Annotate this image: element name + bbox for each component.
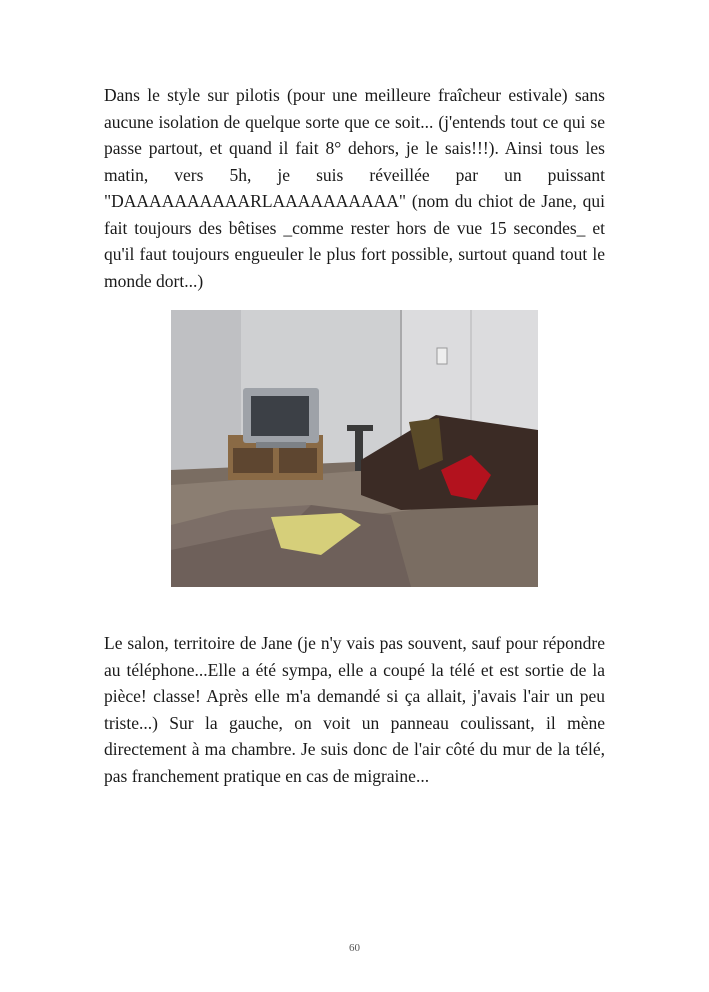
- paragraph-intro: Dans le style sur pilotis (pour une meilleure fraîcheur estivale) sans aucune isolation de quelque sorte que ce soit... (j'entends tout ce qui se passe partout, et quand il fait 8° dehors, je le sais!!!). Ainsi tous les matin, vers 5h, je suis réveillée par un puissant "DAAAAAAAAAARLAAAAAAAAAA" (nom du chiot de Jane, qui fait toujours des bêtises _comme rester hors de vue 15 secondes_ et qu'il faut toujours engueuler le plus fort possible, surtout quand tout le monde dort...): [104, 85, 605, 291]
- page-number: 60: [349, 942, 360, 954]
- paragraph-caption: Le salon, territoire de Jane (je n'y vais pas souvent, sauf pour répondre au téléphone...Elle a été sympa, elle a coupé la télé et est sortie de la pièce! classe! Après elle m'a demandé si ça allait, j'avais l'air un peu triste...) Sur la gauche, on voit un panneau coulissant, il mène directement à ma chambre. Je suis donc de l'air côté du mur de la télé, pas franchement pratique en cas de migraine...: [104, 633, 605, 786]
- living-room-photo: [171, 310, 538, 587]
